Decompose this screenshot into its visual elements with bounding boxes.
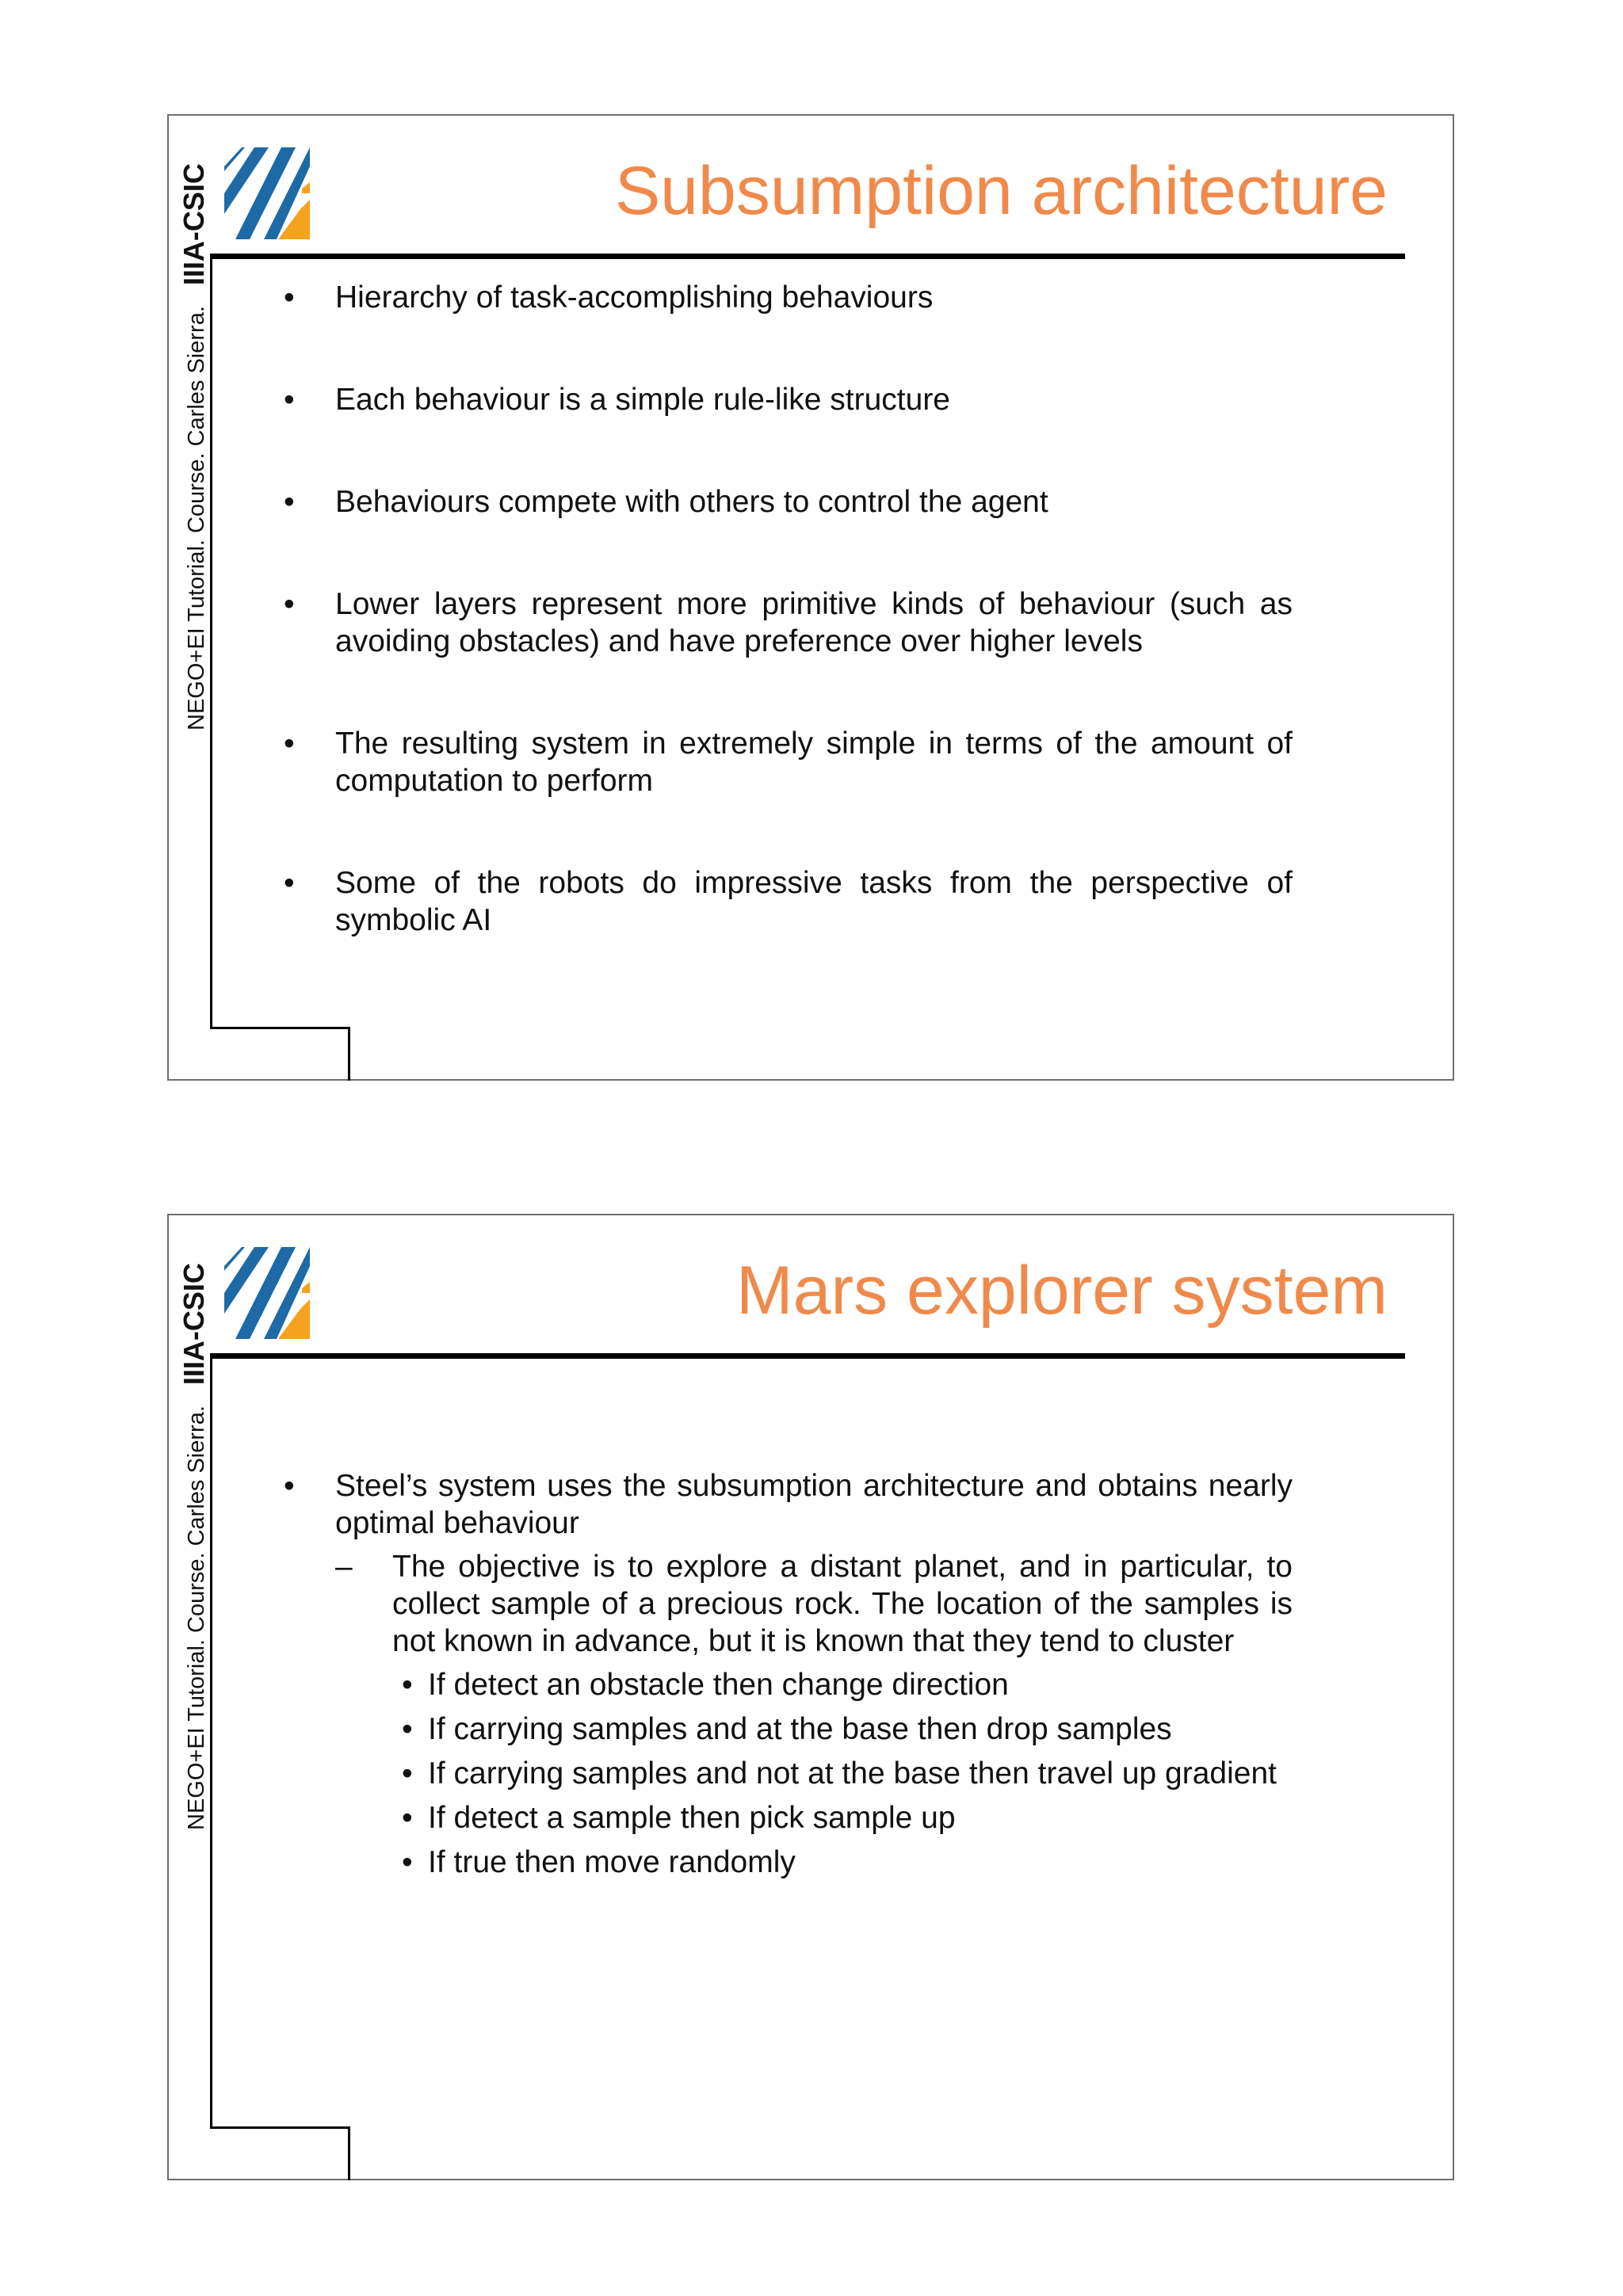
slide-mars-explorer xyxy=(167,1214,1454,2180)
bullet-marker: • xyxy=(284,727,295,761)
bullet-text: Each behaviour is a simple rule-like structure xyxy=(335,383,951,417)
bullet-list xyxy=(272,279,1293,1004)
left-rule xyxy=(210,257,212,1028)
bullet-list xyxy=(272,1467,1293,1888)
bullet-marker: • xyxy=(284,866,295,900)
left-rule xyxy=(210,1356,212,2128)
bullet-text: Behaviours compete with others to control the agent xyxy=(335,485,1048,519)
title-rule xyxy=(210,254,1405,259)
bullet-text: Hierarchy of task-accomplishing behaviours xyxy=(335,280,934,315)
dot-marker: • xyxy=(402,1801,413,1835)
slide-title: Subsumption architecture xyxy=(614,153,1388,229)
title-rule xyxy=(210,1353,1405,1359)
rule-list xyxy=(392,1666,1293,1881)
bullet-item xyxy=(272,483,1293,521)
rule-item xyxy=(392,1844,1293,1881)
bullet-item xyxy=(272,381,1293,418)
bullet-text: Lower layers represent more primitive kinds of behaviour (such as avoiding obstacles) and have preference over higher levels xyxy=(335,587,1293,658)
rule-text: If detect an obstacle then change direction xyxy=(428,1668,1009,1702)
corner-rule-v xyxy=(348,2126,350,2180)
bullet-text: The resulting system in extremely simple in terms of the amount of computation to perform xyxy=(335,727,1293,798)
side-course-text: NEGO+EI Tutorial. Course. Carles Sierra. xyxy=(184,306,209,730)
bullet-text: Steel’s system uses the subsumption architecture and obtains nearly optimal behaviour xyxy=(335,1469,1293,1540)
dot-marker: • xyxy=(402,1668,413,1702)
sub-bullet-item xyxy=(335,1548,1293,1881)
bullet-item xyxy=(272,279,1293,316)
side-org-text: IIIA-CSIC xyxy=(178,1263,210,1386)
dot-marker: • xyxy=(402,1845,413,1879)
bullet-item xyxy=(272,725,1293,799)
bullet-marker: • xyxy=(284,280,295,315)
bullet-item xyxy=(272,1467,1293,1881)
dash-marker: – xyxy=(335,1550,353,1584)
corner-rule-h xyxy=(210,1027,349,1029)
bullet-marker: • xyxy=(284,485,295,519)
bullet-item xyxy=(272,585,1293,660)
bullet-marker: • xyxy=(284,383,295,417)
rule-item xyxy=(392,1666,1293,1703)
iiia-logo-icon xyxy=(218,1247,310,1339)
slide-title: Mars explorer system xyxy=(736,1253,1388,1329)
rule-text: If carrying samples and not at the base then travel up gradient xyxy=(428,1756,1277,1791)
slide-subsumption xyxy=(167,114,1454,1081)
dot-marker: • xyxy=(402,1756,413,1791)
dot-marker: • xyxy=(402,1712,413,1746)
rule-item xyxy=(392,1711,1293,1748)
sub-bullet-list xyxy=(335,1548,1293,1881)
corner-rule-h xyxy=(210,2126,349,2129)
bullet-text: Some of the robots do impressive tasks from the perspective of symbolic AI xyxy=(335,866,1293,937)
rule-text: If true then move randomly xyxy=(428,1845,796,1879)
side-caption xyxy=(180,1263,208,1830)
rule-text: If detect a sample then pick sample up xyxy=(428,1801,956,1835)
corner-rule-v xyxy=(348,1027,350,1081)
bullet-marker: • xyxy=(284,1469,295,1503)
side-caption xyxy=(180,163,208,730)
bullet-item xyxy=(272,864,1293,939)
side-org-text: IIIA-CSIC xyxy=(178,163,210,286)
bullet-marker: • xyxy=(284,587,295,621)
sub-bullet-text: The objective is to explore a distant planet, and in particular, to collect sample of a precious rock. The location of the samples is not known in advance, but it is known that they tend to cluster xyxy=(392,1550,1293,1658)
rule-item xyxy=(392,1799,1293,1836)
rule-item xyxy=(392,1755,1293,1792)
iiia-logo-icon xyxy=(218,147,310,239)
side-course-text: NEGO+EI Tutorial. Course. Carles Sierra. xyxy=(184,1405,209,1830)
rule-text: If carrying samples and at the base then drop samples xyxy=(428,1712,1172,1746)
